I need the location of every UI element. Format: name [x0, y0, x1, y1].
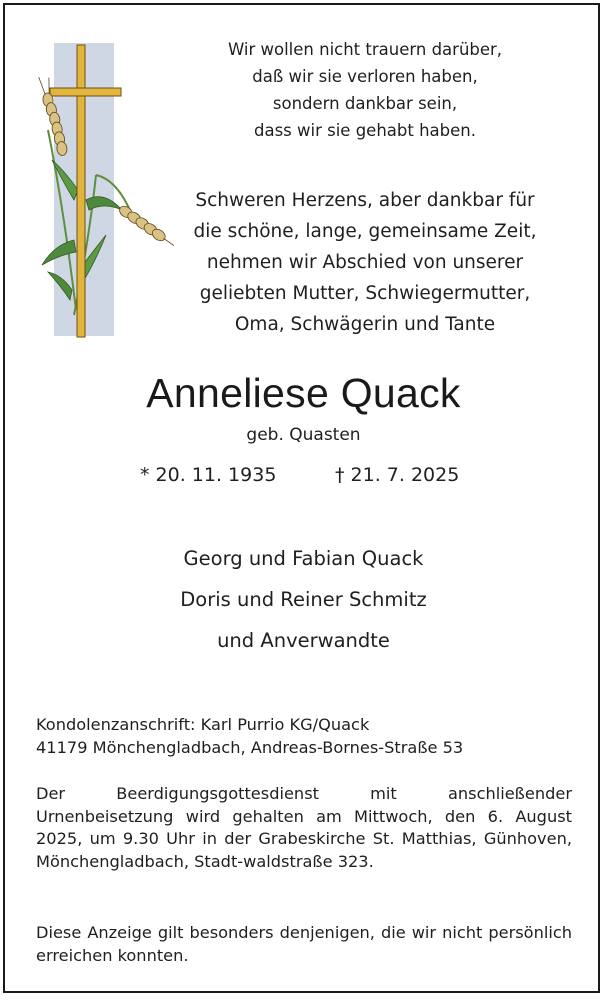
mourner-line: Doris und Reiner Schmitz	[180, 588, 427, 611]
poem-line: daß wir sie verloren haben,	[252, 67, 478, 86]
poem	[190, 36, 540, 144]
poem-line: dass wir sie gehabt haben.	[254, 121, 476, 140]
intro-line: die schöne, lange, gemeinsame Zeit,	[193, 221, 537, 242]
cross-horizontal	[50, 88, 121, 96]
cross-with-wheat-icon	[34, 40, 174, 340]
death-date: † 21. 7. 2025	[335, 464, 460, 486]
born-name: geb. Quasten	[246, 425, 361, 445]
ceremony-details: Der Beerdigungsgottesdienst mit anschließender Urnenbeisetzung wird gehalten am Mittwoch, den 6. August 2025, um 9.30 Uhr in der Grabeskirche St. Matthias, Günhoven, Mönchengladbach, Stadt-waldstraße 323.	[36, 784, 572, 871]
intro-line: nehmen wir Abschied von unserer	[206, 252, 524, 273]
intro-line: Oma, Schwägerin und Tante	[234, 314, 496, 335]
intro-line: Schweren Herzens, aber dankbar für	[195, 190, 535, 211]
mourners	[0, 538, 607, 661]
address-line: 41179 Mönchengladbach, Andreas-Bornes-Straße 53	[36, 737, 464, 757]
intro-text	[185, 185, 545, 340]
poem-line: Wir wollen nicht trauern darüber,	[227, 40, 503, 59]
birth-date: * 20. 11. 1935	[140, 464, 277, 486]
wheat-ear-right	[117, 204, 174, 251]
intro-line: geliebten Mutter, Schwiegermutter,	[199, 283, 531, 304]
deceased-name: Anneliese Quack	[146, 370, 461, 416]
closing-note: Diese Anzeige gilt besonders denjenigen, die wir nicht persönlich erreichen konnten.	[36, 923, 572, 965]
mourner-line: Georg und Fabian Quack	[183, 547, 424, 570]
poem-line: sondern dankbar sein,	[272, 94, 458, 113]
address-line: Kondolenzanschrift: Karl Purrio KG/Quack	[36, 715, 370, 734]
condolence-address	[36, 714, 572, 759]
mourner-line: und Anverwandte	[217, 629, 390, 652]
